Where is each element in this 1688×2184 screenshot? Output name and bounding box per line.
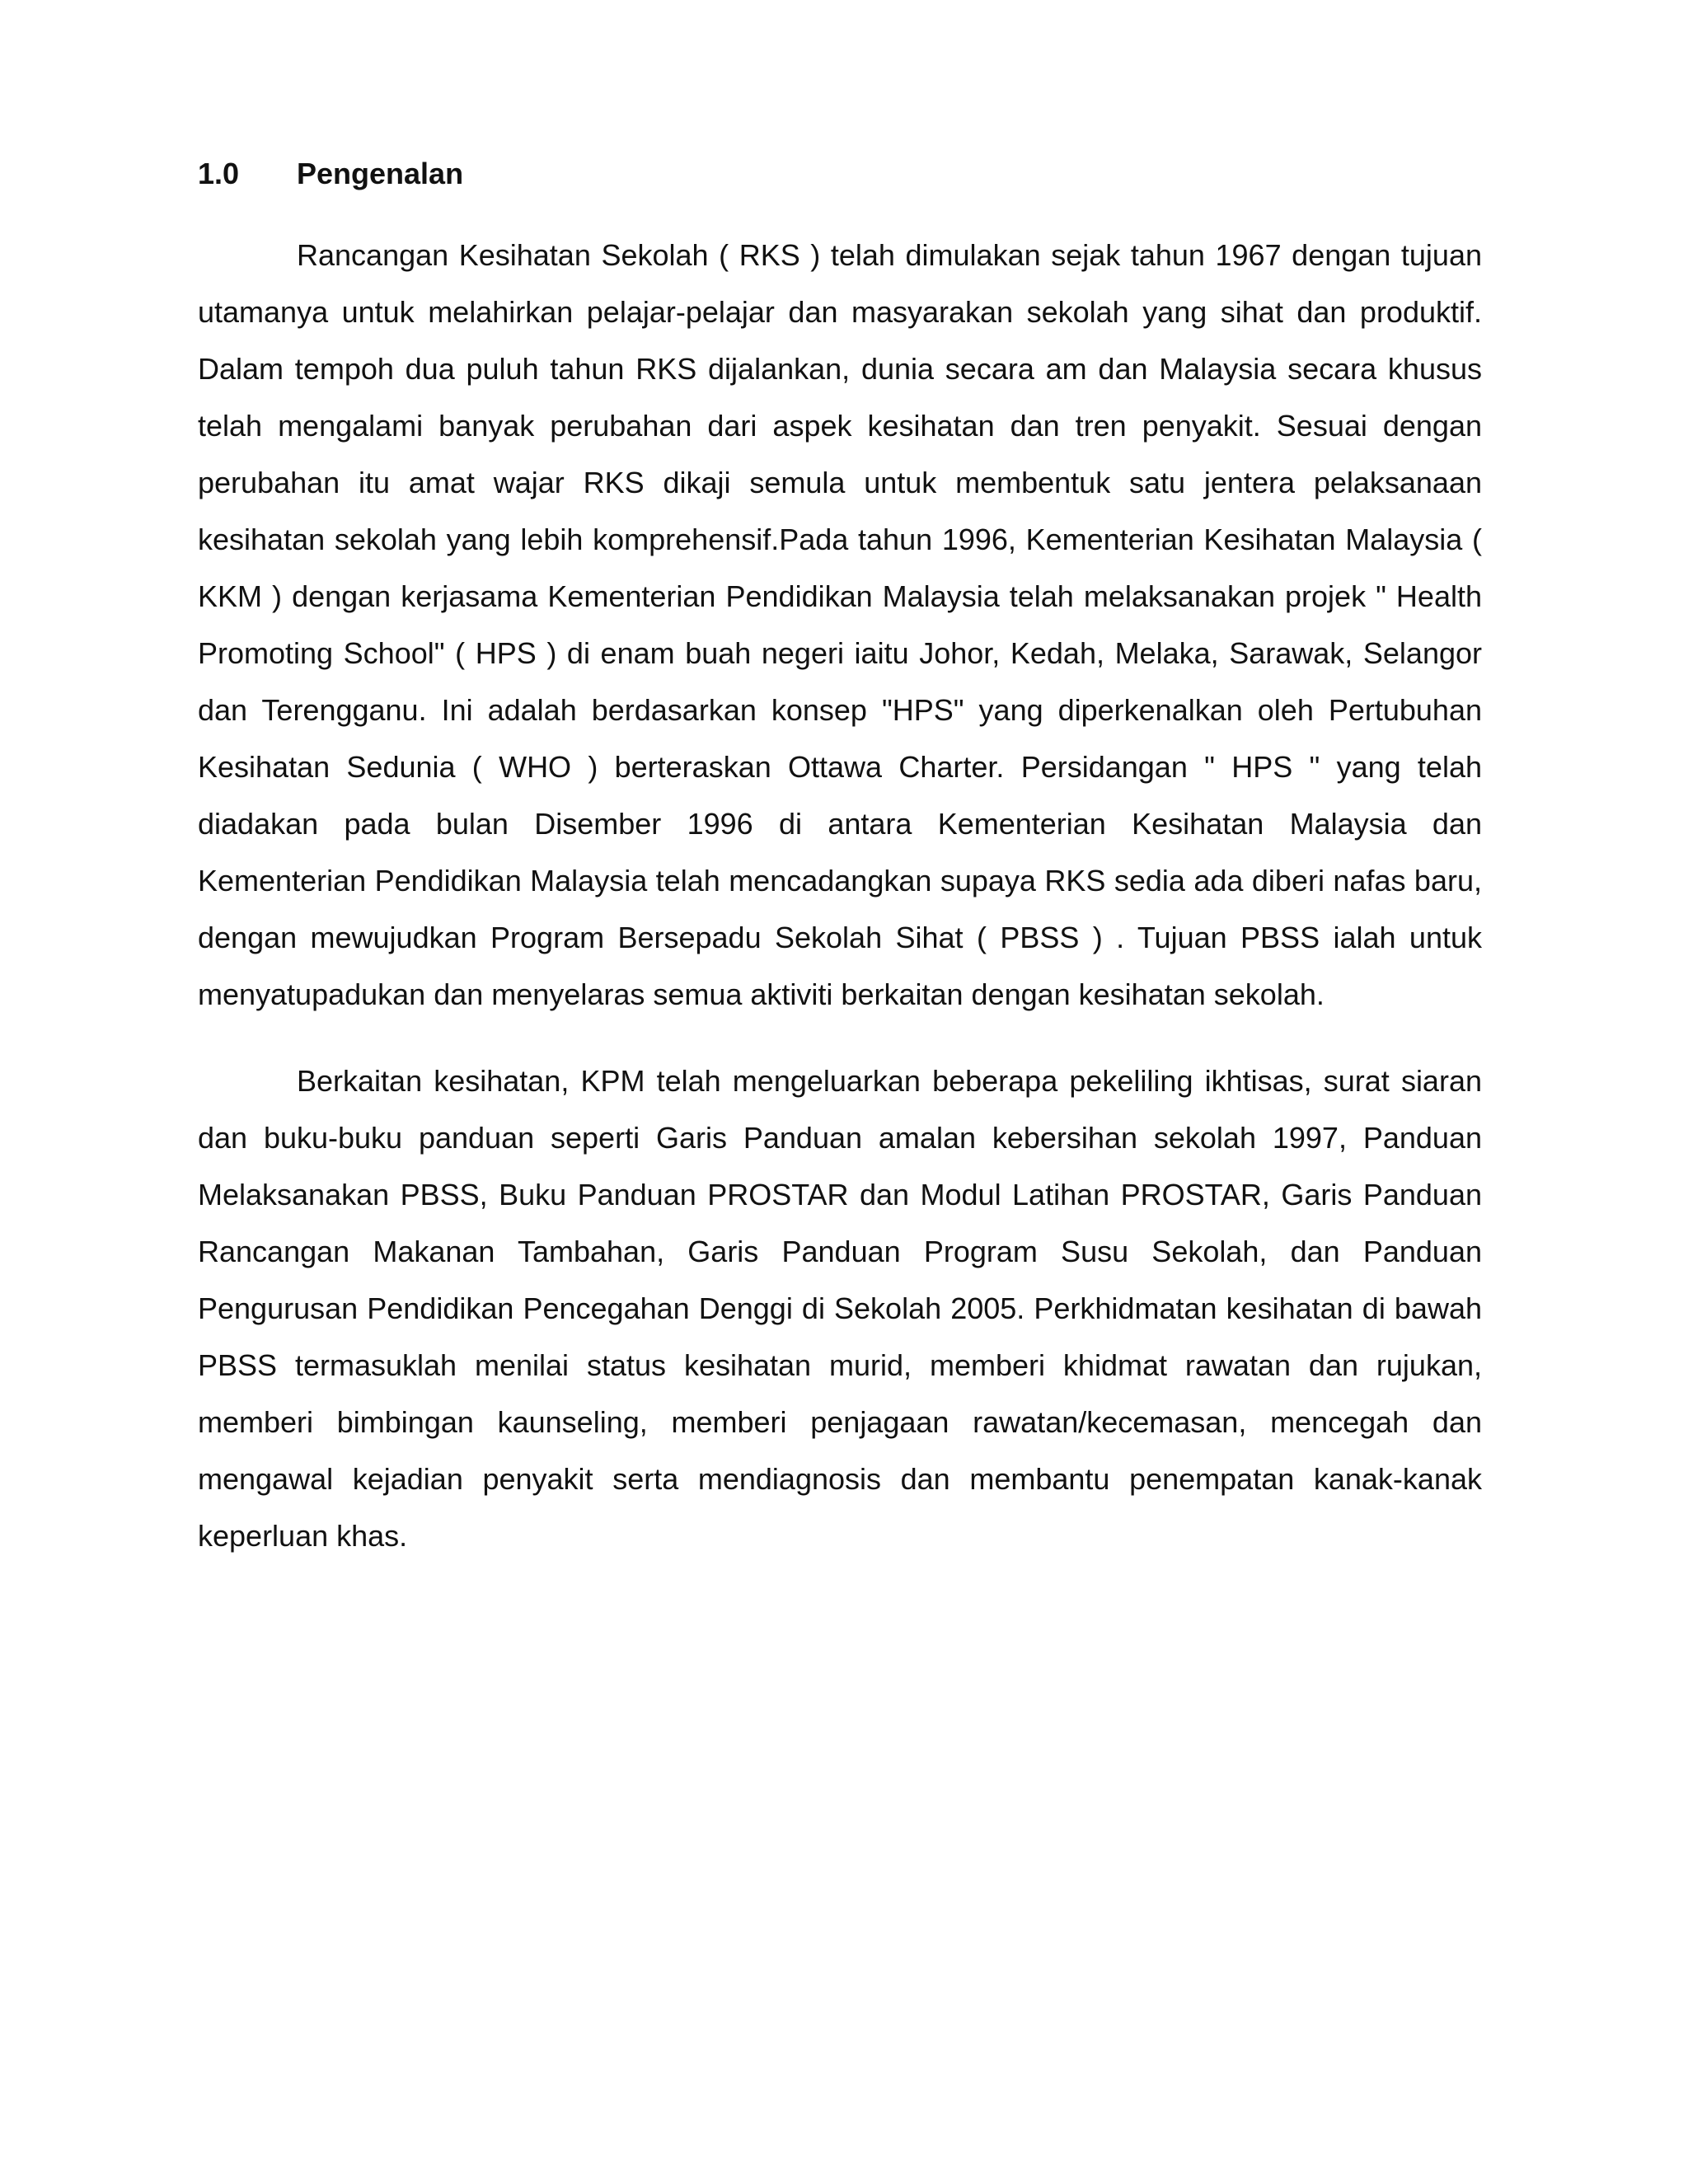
section-heading	[198, 152, 1482, 195]
paragraph-health-services: Berkaitan kesihatan, KPM telah mengeluarkan beberapa pekeliling ikhtisas, surat siaran dan buku-buku panduan seperti Garis Panduan amalan kebersihan sekolah 1997, Panduan Melaksanakan PBSS, Buku Panduan PROSTAR dan Modul Latihan PROSTAR, Garis Panduan Rancangan Makanan Tambahan, Garis Panduan Program Susu Sekolah, dan Panduan Pengurusan Pendidikan Pencegahan Denggi di Sekolah 2005. Perkhidmatan kesihatan di bawah PBSS termasuklah menilai status kesihatan murid, memberi khidmat rawatan dan rujukan, memberi bimbingan kaunseling, memberi penjagaan rawatan/kecemasan, mencegah dan mengawal kejadian penyakit serta mendiagnosis dan membantu penempatan kanak-kanak keperluan khas.	[198, 1064, 1482, 1553]
section-number: 1.0	[198, 157, 240, 190]
section-title: Pengenalan	[297, 157, 464, 190]
paragraph-intro: Rancangan Kesihatan Sekolah ( RKS ) telah dimulakan sejak tahun 1967 dengan tujuan utamanya untuk melahirkan pelajar-pelajar dan masyarakan sekolah yang sihat dan produktif. Dalam tempoh dua puluh tahun RKS dijalankan, dunia secara am dan Malaysia secara khusus telah mengalami banyak perubahan dari aspek kesihatan dan tren penyakit. Sesuai dengan perubahan itu amat wajar RKS dikaji semula untuk membentuk satu jentera pelaksanaan kesihatan sekolah yang lebih komprehensif.Pada tahun 1996, Kementerian Kesihatan Malaysia ( KKM ) dengan kerjasama Kementerian Pendidikan Malaysia telah melaksanakan projek " Health Promoting School" ( HPS ) di enam buah negeri iaitu Johor, Kedah, Melaka, Sarawak, Selangor dan Terengganu. Ini adalah berdasarkan konsep "HPS" yang diperkenalkan oleh Pertubuhan Kesihatan Sedunia ( WHO ) berteraskan Ottawa Charter. Persidangan " HPS " yang telah diadakan pada bulan Disember 1996 di antara Kementerian Kesihatan Malaysia dan Kementerian Pendidikan Malaysia telah mencadangkan supaya RKS sedia ada diberi nafas baru, dengan mewujudkan Program Bersepadu Sekolah Sihat ( PBSS ) . Tujuan PBSS ialah untuk menyatupadukan dan menyelaras semua aktiviti berkaitan dengan kesihatan sekolah.	[198, 238, 1482, 1011]
document-body	[198, 152, 1482, 1564]
